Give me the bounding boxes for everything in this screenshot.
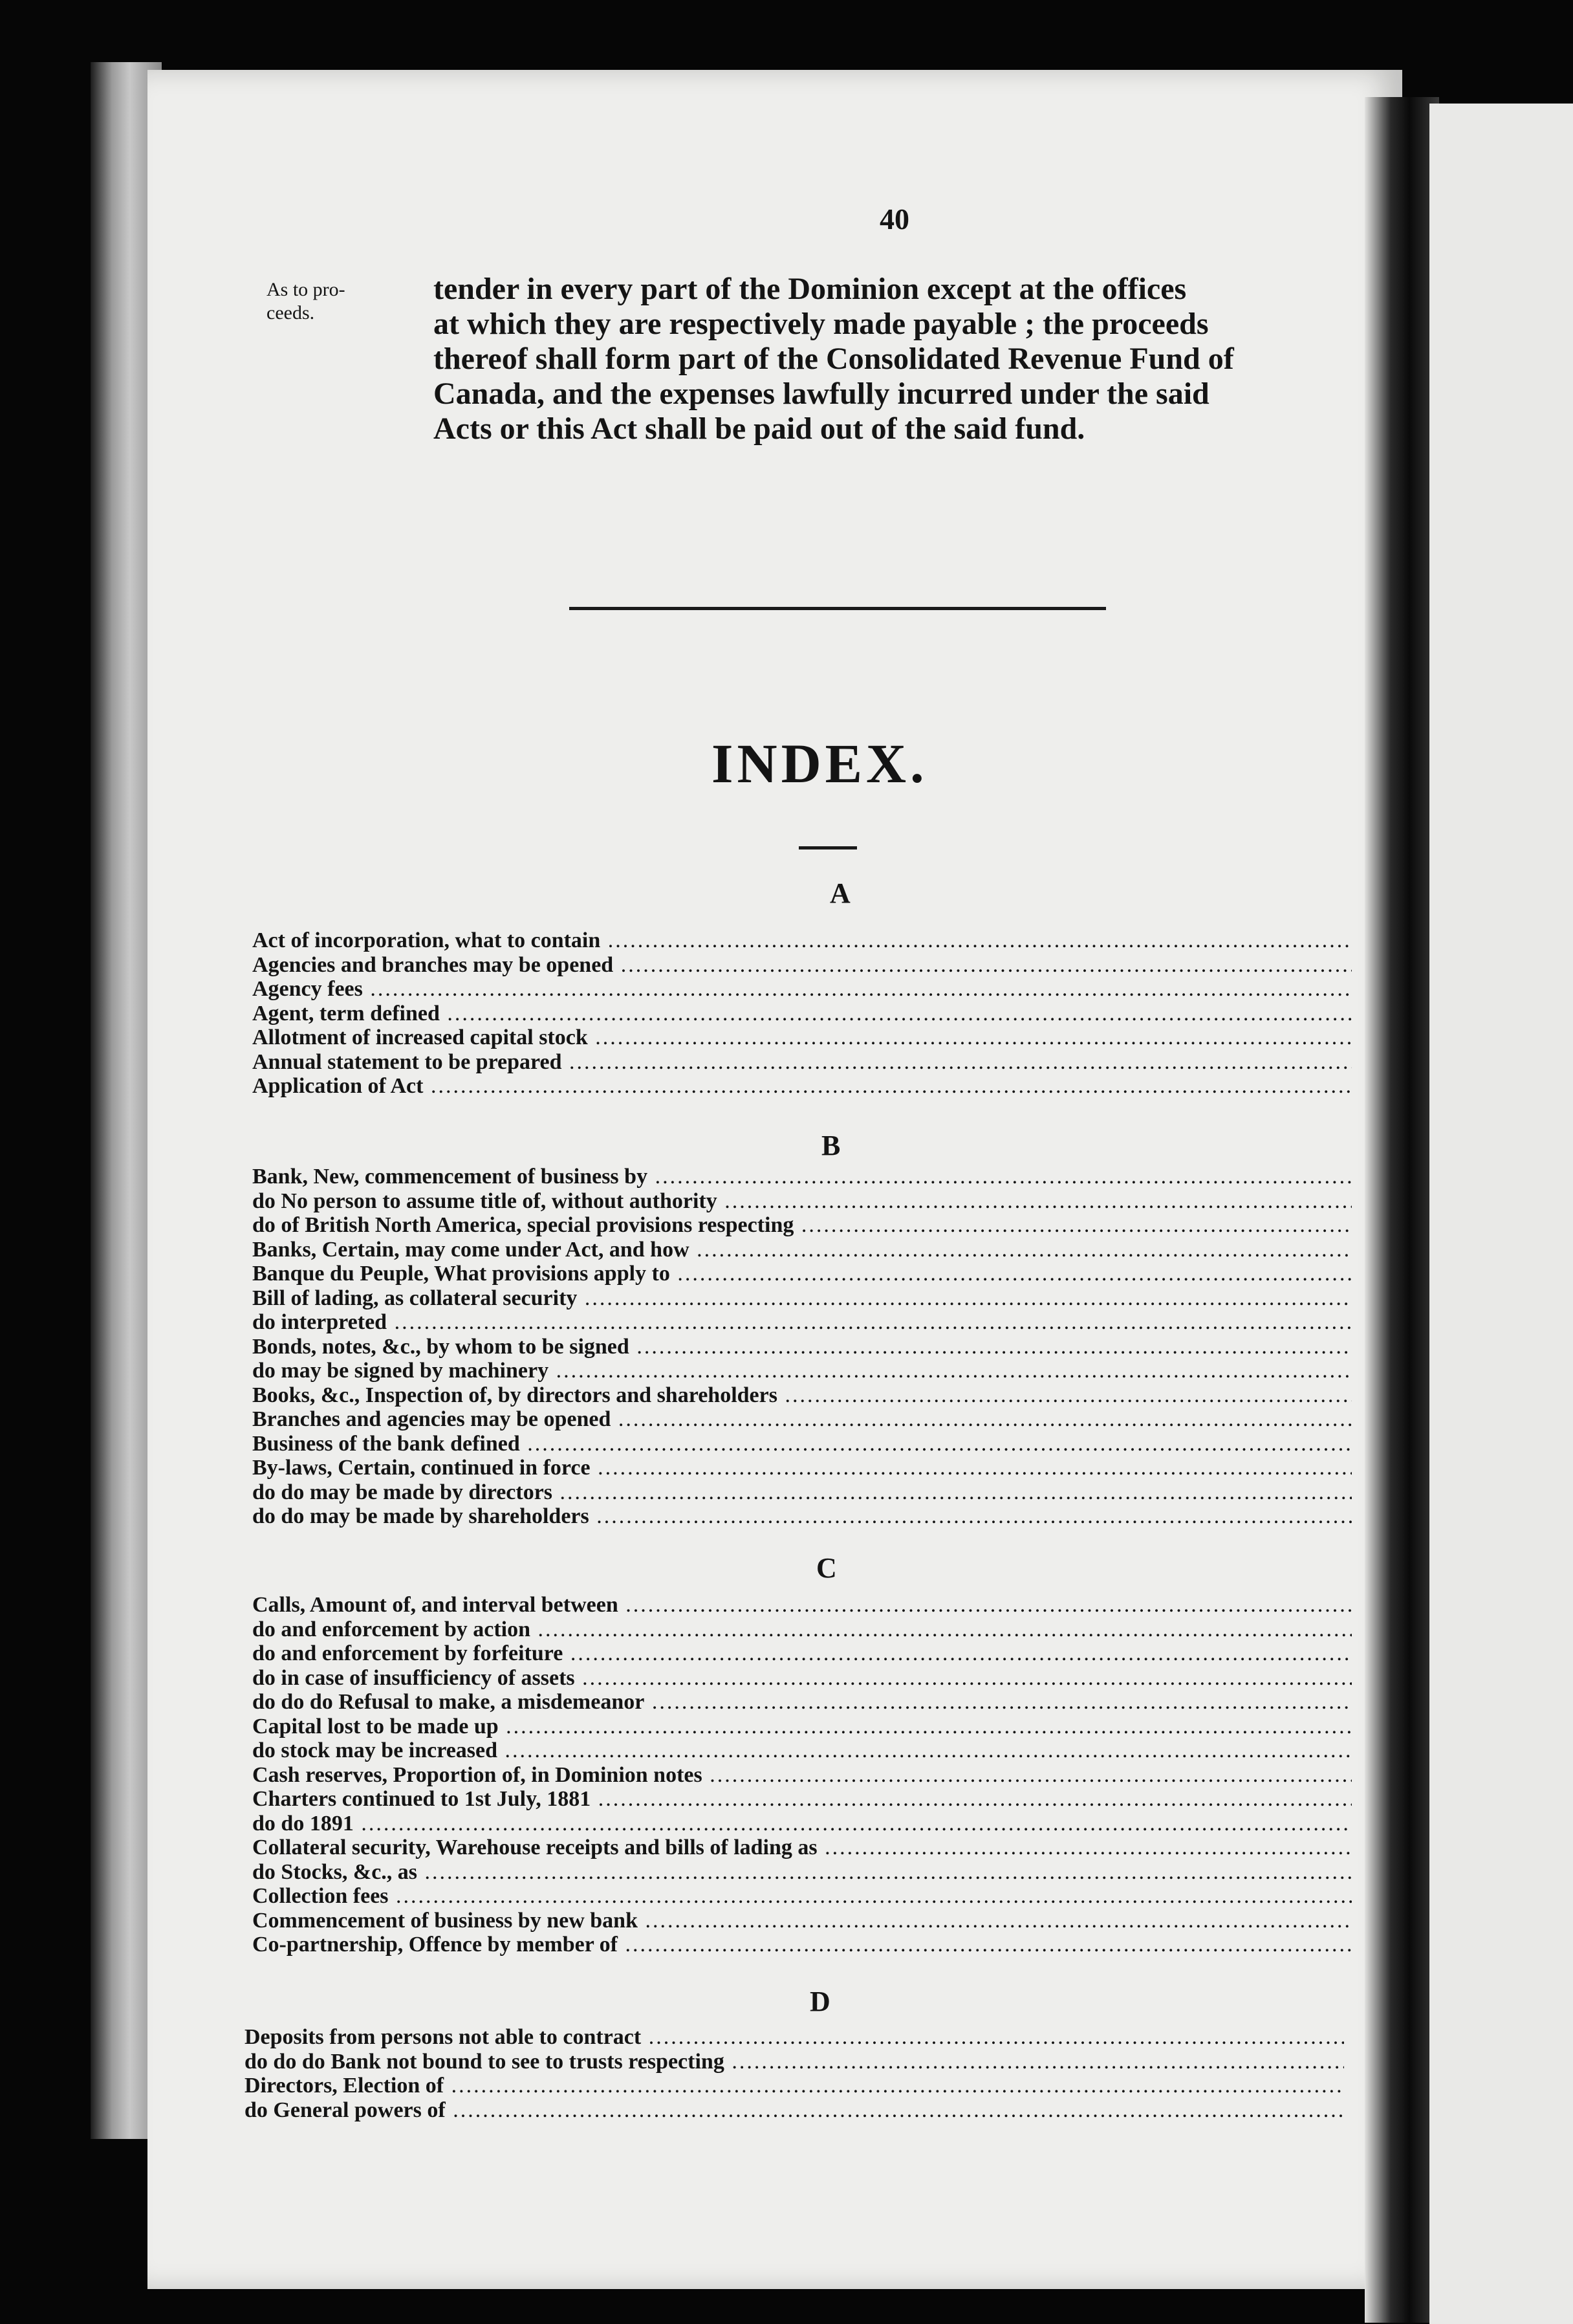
index-entry: do stock may be increased ..... xyxy=(252,1738,1352,1763)
index-entry: do do may be made by shareholders ..... xyxy=(252,1504,1352,1529)
index-entry: do do do Bank not bound to see to trusts respecting ..... xyxy=(244,2050,1344,2074)
index-entry: do do do Refusal to make, a misdemeanor ..... xyxy=(252,1690,1352,1715)
index-entry: Charters continued to 1st July, 1881 ..... xyxy=(252,1787,1352,1812)
index-entry: Application of Act ..... xyxy=(252,1074,1352,1099)
index-entry: Calls, Amount of, and interval between ..... xyxy=(252,1593,1352,1617)
index-entry: Bonds, notes, &c., by whom to be signed ..... xyxy=(252,1335,1352,1359)
index-entry: By-laws, Certain, continued in force ..... xyxy=(252,1456,1352,1480)
index-entry: do and enforcement by forfeiture ..... xyxy=(252,1641,1352,1666)
index-entry: Directors, Election of ..... xyxy=(244,2074,1344,2098)
index-entry: Bank, New, commencement of business by ..... xyxy=(252,1165,1352,1189)
index-entry: do interpreted ..... xyxy=(252,1310,1352,1335)
body-line: Acts or this Act shall be paid out of the said fund. xyxy=(433,411,1085,446)
index-entry: do of British North America, special provisions respecting ..... xyxy=(252,1213,1352,1238)
index-entry: do and enforcement by action ..... xyxy=(252,1617,1352,1642)
body-paragraph xyxy=(433,272,1371,446)
body-line: Canada, and the expenses lawfully incurred under the said xyxy=(433,377,1210,411)
index-entry: Agent, term defined ..... xyxy=(252,1002,1352,1026)
index-entry: Deposits from persons not able to contract ..... xyxy=(244,2025,1344,2050)
index-entry: do do may be made by directors ..... xyxy=(252,1480,1352,1505)
index-title: INDEX. xyxy=(711,732,928,795)
body-line: tender in every part of the Dominion except at the offices xyxy=(433,272,1187,306)
index-entry: do Stocks, &c., as ..... xyxy=(252,1860,1352,1885)
index-entry: Collection fees ..... xyxy=(252,1884,1352,1909)
index-entry: Banque du Peuple, What provisions apply to ..... xyxy=(252,1262,1352,1286)
index-entry: Bill of lading, as collateral security ..... xyxy=(252,1286,1352,1311)
index-entry: Co-partnership, Offence by member of ..... xyxy=(252,1933,1352,1957)
index-entry: Commencement of business by new bank ..... xyxy=(252,1909,1352,1933)
index-entry: do may be signed by machinery ..... xyxy=(252,1359,1352,1383)
index-section-d xyxy=(244,2025,1344,2122)
index-section-a xyxy=(252,928,1352,1099)
index-entry: do in case of insufficiency of assets ..... xyxy=(252,1666,1352,1691)
margin-note: As to pro- ceeds. xyxy=(266,279,345,323)
index-entry: do do 1891 ..... xyxy=(252,1812,1352,1836)
body-line: thereof shall form part of the Consolidated Revenue Fund of xyxy=(433,342,1234,376)
index-entry: Collateral security, Warehouse receipts and bills of lading as ..... xyxy=(252,1836,1352,1860)
index-entry: Allotment of increased capital stock ..... xyxy=(252,1025,1352,1050)
section-divider-rule xyxy=(569,607,1106,610)
index-section-c xyxy=(252,1593,1352,1957)
index-section-b xyxy=(252,1165,1352,1529)
index-entry: Banks, Certain, may come under Act, and how ..... xyxy=(252,1238,1352,1262)
body-line: at which they are respectively made payable ; the proceeds xyxy=(433,307,1209,341)
index-entry: do No person to assume title of, without authority ..... xyxy=(252,1189,1352,1214)
index-entry: Act of incorporation, what to contain ..... xyxy=(252,928,1352,953)
index-entry: Branches and agencies may be opened ..... xyxy=(252,1407,1352,1432)
index-entry: Cash reserves, Proportion of, in Dominion notes ..... xyxy=(252,1763,1352,1788)
title-underline-rule xyxy=(799,846,857,850)
index-entry: Capital lost to be made up ..... xyxy=(252,1715,1352,1739)
index-entry: Agencies and branches may be opened ..... xyxy=(252,953,1352,978)
index-letter-b: B xyxy=(821,1130,841,1161)
index-entry: Agency fees ..... xyxy=(252,977,1352,1002)
index-letter-a: A xyxy=(830,877,851,909)
index-entry: do General powers of ..... xyxy=(244,2098,1344,2123)
page-gutter-shadow xyxy=(1365,97,1439,2323)
index-letter-d: D xyxy=(810,1986,830,2017)
facing-page xyxy=(1429,104,1573,2324)
index-entry: Business of the bank defined ..... xyxy=(252,1432,1352,1456)
index-entry: Annual statement to be prepared ..... xyxy=(252,1050,1352,1075)
page-number: 40 xyxy=(880,203,909,236)
index-letter-c: C xyxy=(816,1552,837,1584)
index-entry: Books, &c., Inspection of, by directors and shareholders ..... xyxy=(252,1383,1352,1408)
